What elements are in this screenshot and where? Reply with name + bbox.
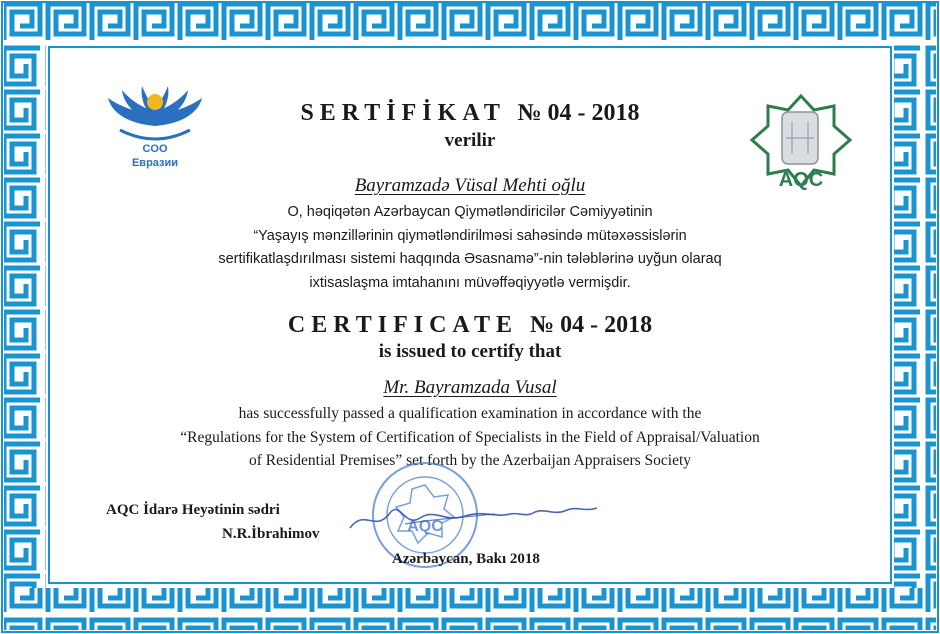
subtitle-az: verilir <box>444 130 496 151</box>
title-az-number: № 04 - 2018 <box>517 100 640 126</box>
text-az-line-2: “Yaşayış mənzillərinin qiymətləndirilməsi sahəsində mütəxəssislərin <box>253 228 687 244</box>
stamp-caption: AQC <box>407 518 443 535</box>
place-date: Azərbaycan, Bakı 2018 <box>392 551 540 567</box>
handwritten-signature <box>345 488 605 538</box>
text-en-line-1: has successfully passed a qualification examination in accordance with the <box>238 405 702 422</box>
signatory-name: N.R.İbrahimov <box>222 526 320 542</box>
title-en-number: № 04 - 2018 <box>529 312 653 338</box>
eurasia-logo-caption: Евразии <box>131 157 179 169</box>
text-az-line-4: ixtisaslaşma imtahanını müvəffəqiyyətlə vermişdir. <box>309 275 631 291</box>
aqc-logo-caption: AQC <box>778 169 824 191</box>
title-en <box>0 312 940 339</box>
recipient-name-az: Bayramzadə Vüsal Mehti oğlu <box>354 175 586 196</box>
text-az-line-1: O, həqiqətən Azərbaycan Qiymətləndiricilər Cəmiyyətinin <box>287 204 653 220</box>
signatory-position: AQC İdarə Heyətinin sədri <box>106 502 280 518</box>
recipient-name-en: Mr. Bayramzada Vusal <box>383 377 557 398</box>
title-en-letters: CERTIFICATE <box>287 312 518 338</box>
subtitle-en: is issued to certify that <box>378 341 562 362</box>
title-az-letters: SERTİFİKAT <box>300 100 506 126</box>
text-az-line-3: sertifikatlaşdırılması sistemi haqqında Əsasnamə”-nin tələblərinə uyğun olaraq <box>218 251 722 267</box>
coo-eurasia-logo <box>100 78 210 178</box>
title-az <box>0 100 940 127</box>
text-en-line-2: “Regulations for the System of Certification of Specialists in the Field of Appraisal/Valuation <box>180 429 760 446</box>
coo-logo-caption: CОО <box>142 143 168 155</box>
text-en-line-3: of Residential Premises” set forth by the Azerbaijan Appraisers Society <box>248 452 692 469</box>
